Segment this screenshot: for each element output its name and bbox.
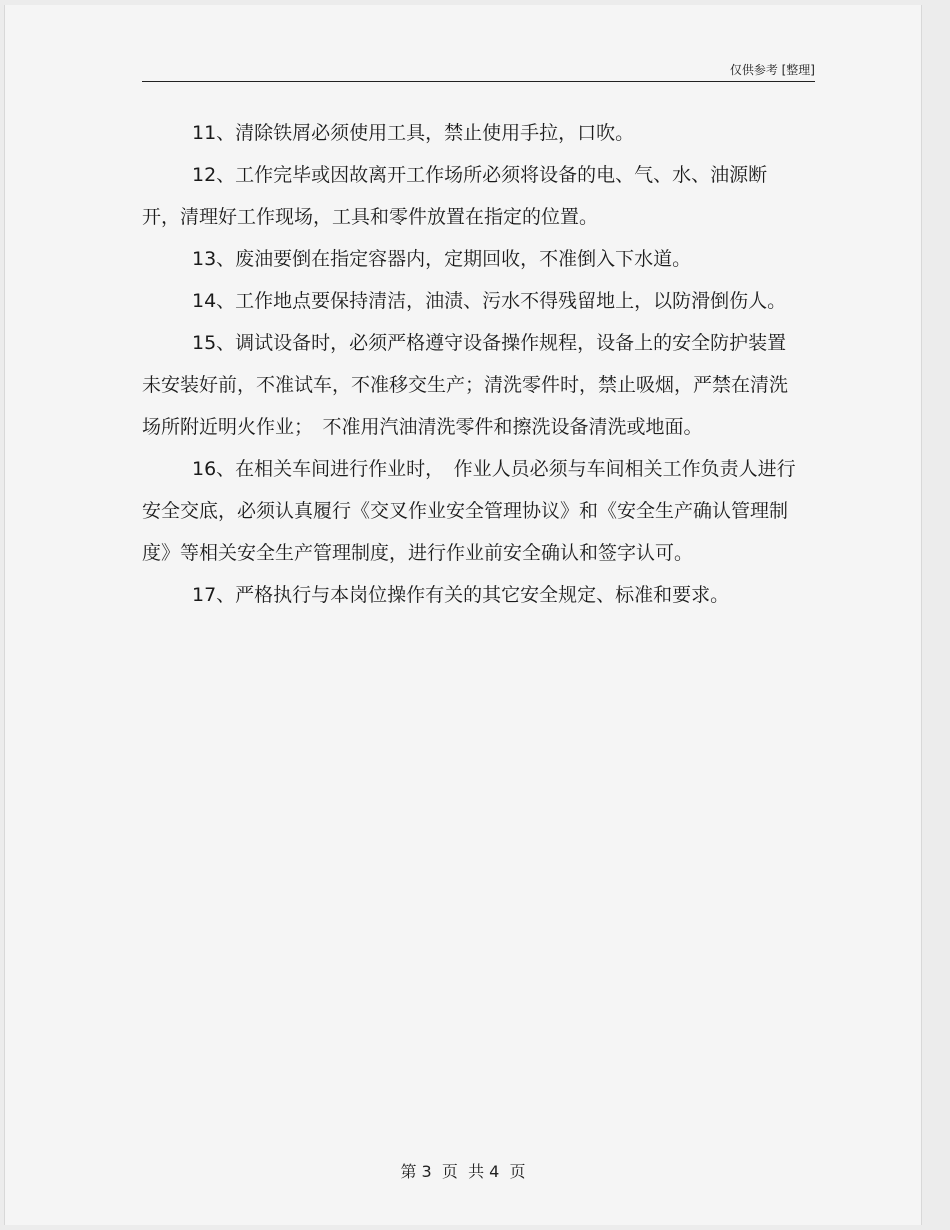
paragraph-14: 14、工作地点要保持清洁，油渍、污水不得残留地上，以防滑倒伤人。 (192, 290, 787, 312)
paragraph-13: 13、废油要倒在指定容器内，定期回收，不准倒入下水道。 (192, 248, 692, 270)
paragraph-15: 15、调试设备时，必须严格遵守设备操作规程，设备上的安全防护装置未安装好前，不准试车，不准移交生产；清洗零件时，禁止吸烟，严禁在清洗场所附近明火作业； 不准用汽油清洗零件和擦洗设备清洗或地面。 (142, 332, 789, 438)
paragraph-17: 17、严格执行与本岗位操作有关的其它安全规定、标准和要求。 (192, 584, 730, 606)
header-text: 仅供参考 [整理] (729, 63, 815, 77)
paragraph-16: 16、在相关车间进行作业时， 作业人员必须与车间相关工作负责人进行安全交底，必须认真履行《交叉作业安全管理协议》和《安全生产确认管理制度》等相关安全生产管理制度，进行作业前安全确认和签字认可。 (142, 458, 796, 564)
paragraph-12: 12、工作完毕或因故离开工作场所必须将设备的电、气、水、油源断开，清理好工作现场，工具和零件放置在指定的位置。 (142, 164, 768, 228)
document-page (4, 5, 922, 1225)
paragraph-11: 11、清除铁屑必须使用工具，禁止使用手拉，口吹。 (192, 122, 635, 144)
document-body (142, 112, 802, 616)
page-header (142, 59, 815, 82)
page-footer: 第 3 页 共 4 页 (400, 1162, 526, 1181)
